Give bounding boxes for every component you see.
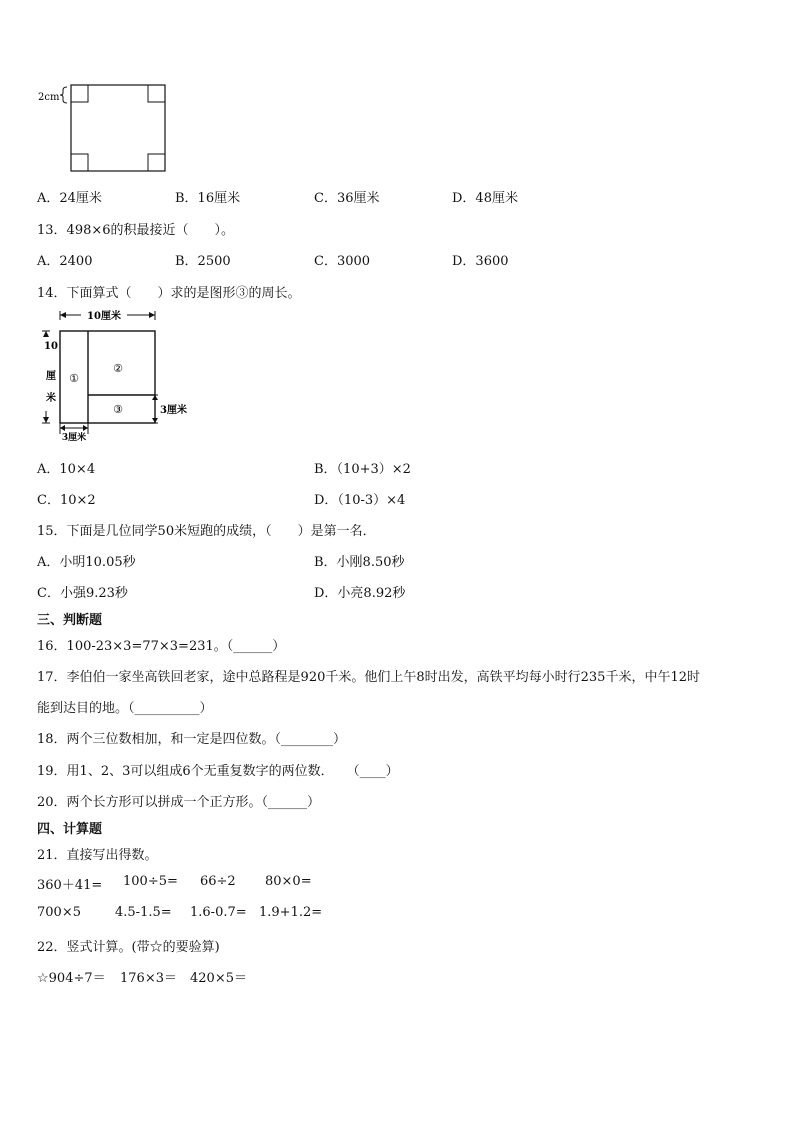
q21-stem: 21．直接写出得数。	[37, 848, 158, 863]
left-dim-number: 10	[44, 341, 58, 352]
top-dim-label: 10厘米	[87, 311, 121, 322]
q20-text: 20．两个长方形可以拼成一个正方形。（______）	[37, 795, 321, 810]
q15-stem: 15．下面是几位同学50米短跑的成绩，（ ）是第一名．	[37, 524, 376, 539]
q14-stem: 14．下面算式（ ）求的是图形③的周长。	[37, 286, 301, 301]
square-cut-corners-diagram	[36, 80, 176, 180]
q22-item-1: ☆904÷7＝	[37, 971, 106, 986]
corner-square-br	[148, 154, 165, 171]
right-dim-label: 3厘米	[160, 405, 187, 416]
q15-option-a[interactable]: A．小明10.05秒	[37, 555, 136, 570]
q12-option-d[interactable]: D．48厘米	[452, 191, 518, 206]
brace-mark	[60, 87, 67, 103]
q22-item-3: 420×5＝	[190, 971, 247, 986]
q13-option-a[interactable]: A．2400	[37, 254, 93, 269]
rectangle-division-diagram	[36, 308, 196, 444]
q15-option-c[interactable]: C．小强9.23秒	[37, 586, 128, 601]
section-3-heading: 三、判断题	[37, 613, 103, 628]
q21-row2-item-4: 1.9+1.2=	[259, 905, 323, 920]
corner-square-tr	[148, 85, 165, 102]
q21-row1-item-1: 360＋41=	[37, 878, 103, 893]
q16-text: 16．100-23×3=77×3=231。（______）	[37, 639, 286, 654]
q21-row2-item-2: 4.5-1.5=	[115, 905, 172, 920]
region-1-label: ①	[69, 372, 79, 385]
dim-label-2cm: 2cm	[38, 92, 60, 103]
corner-square-tl	[71, 85, 88, 102]
q12-option-b[interactable]: B．16厘米	[175, 191, 241, 206]
q21-row1-item-4: 80×0=	[265, 874, 312, 889]
q12-option-c[interactable]: C．36厘米	[314, 191, 380, 206]
bottom-dim-label: 3厘米	[61, 433, 87, 443]
q13-option-d[interactable]: D．3600	[452, 254, 509, 269]
q12-option-a[interactable]: A．24厘米	[37, 191, 102, 206]
corner-square-bl	[71, 154, 88, 171]
region-2-label: ②	[113, 362, 123, 375]
left-dim-char-2: 米	[46, 393, 56, 404]
q14-option-b[interactable]: B．（10+3）×2	[314, 462, 411, 477]
section-4-heading: 四、计算题	[37, 822, 103, 837]
q13-stem: 13．498×6的积最接近（ ）。	[37, 223, 235, 238]
q17-text-line-2: 能到达目的地。（__________）	[37, 701, 213, 716]
q18-text: 18．两个三位数相加，和一定是四位数。（________）	[37, 732, 347, 747]
q14-option-a[interactable]: A．10×4	[37, 462, 96, 477]
q13-option-c[interactable]: C．3000	[314, 254, 371, 269]
q21-row1-item-2: 100÷5=	[123, 874, 178, 889]
q14-option-d[interactable]: D．（10-3）×4	[314, 493, 406, 508]
q14-option-c[interactable]: C．10×2	[37, 493, 96, 508]
q19-text: 19．用1、2、3可以组成6个无重复数字的两位数． （____）	[37, 764, 399, 779]
q13-option-b[interactable]: B．2500	[175, 254, 231, 269]
left-dim-char-1: 厘	[46, 371, 56, 382]
q21-row1-item-3: 66÷2	[200, 874, 236, 889]
q22-stem: 22．竖式计算。(带☆的要验算)	[37, 940, 220, 955]
q14-figure	[36, 308, 196, 444]
outer-square	[71, 85, 165, 171]
q21-row2-item-3: 1.6-0.7=	[190, 905, 247, 920]
q22-item-2: 176×3＝	[120, 971, 177, 986]
q12-figure	[36, 80, 176, 180]
q15-option-b[interactable]: B．小刚8.50秒	[314, 555, 405, 570]
region-3-label: ③	[113, 403, 123, 416]
q21-row2-item-1: 700×5	[37, 905, 81, 920]
q17-text-line-1: 17．李伯伯一家坐高铁回老家，途中总路程是920千米。他们上午8时出发，高铁平均每小时行235千米，中午12时	[37, 670, 700, 685]
q15-option-d[interactable]: D．小亮8.92秒	[314, 586, 406, 601]
